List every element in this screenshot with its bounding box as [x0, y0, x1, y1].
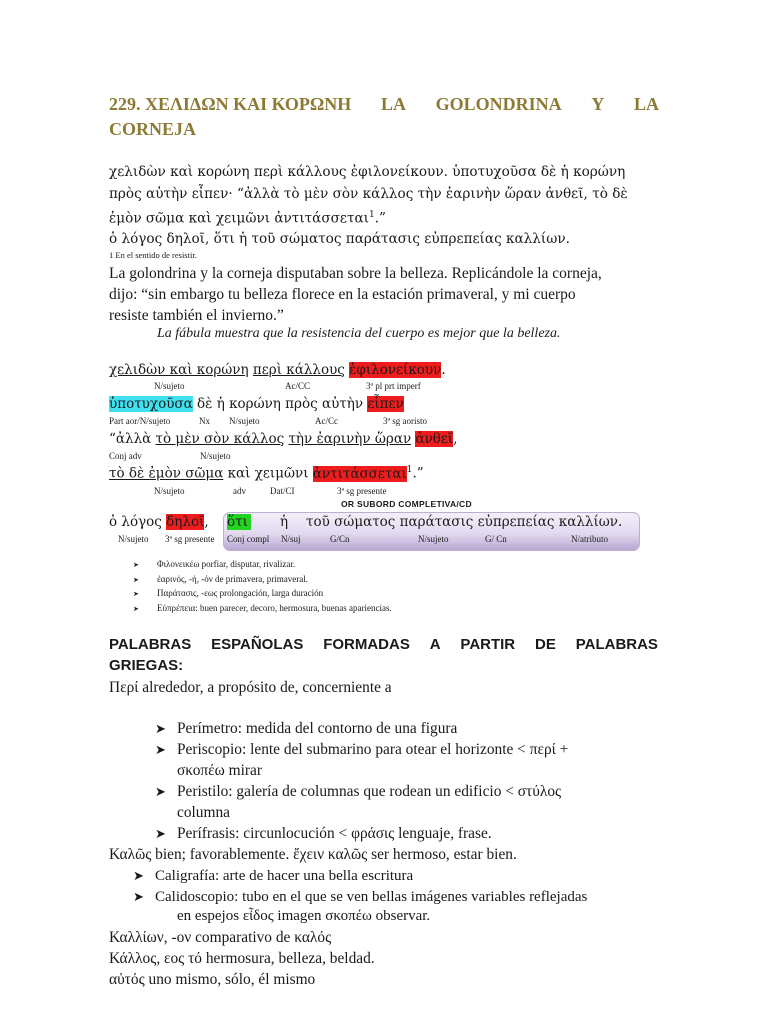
derivation-text: Calidoscopio: tubo en el que se ven bellas imágenes variables reflejadas	[155, 889, 588, 905]
bullet-arrow-icon: ➤	[155, 784, 166, 799]
analysis-subject: χελιδὼν καὶ κορώνη	[109, 362, 249, 378]
greek-text-fragment: .”	[374, 210, 387, 227]
peri-definition: Περί alrededor, a propósito de, concerniente a	[109, 679, 392, 696]
title-word: LA	[633, 94, 659, 114]
bullet-arrow-icon: ➤	[133, 561, 139, 569]
greek-text-line: ὁ λόγος δηλοῖ, ὅτι ἡ τοῦ σώματος παράτασις εὐπρεπείας καλλίων.	[109, 231, 570, 247]
vocab-text: Φιλονεικέω porfiar, disputar, rivalizar.	[157, 559, 296, 569]
footnote-ref: 1	[369, 210, 375, 220]
analysis-clause: τοῦ σώματος παράτασις εὐπρεπείας καλλίων.	[306, 514, 623, 530]
derivation-item	[133, 865, 413, 887]
heading-word: PARTIR	[460, 636, 516, 653]
derivation-text: Perímetro: medida del contorno de una figura	[177, 720, 458, 737]
grammar-label: N/suj	[281, 534, 301, 544]
vocab-item	[133, 587, 392, 602]
heading-word: FORMADAS	[323, 636, 410, 653]
vocab-list	[133, 558, 392, 616]
page-title	[109, 92, 659, 142]
bullet-arrow-icon: ➤	[133, 868, 144, 883]
heading-line2: GRIEGAS:	[109, 657, 184, 674]
analysis-sentence-4	[109, 465, 424, 482]
derivation-text: Perífrasis: circunlocución < φράσις lenguaje, frase.	[177, 825, 492, 842]
grammar-label: Conj adv	[109, 451, 142, 461]
heading-word: PALABRAS	[109, 636, 192, 653]
kalos-definition: Καλῶς bien; favorablemente. ἔχειν καλῶς ser hermoso, estar bien.	[109, 846, 517, 863]
bullet-arrow-icon: ➤	[133, 590, 139, 598]
analysis-sentence-2	[109, 396, 404, 412]
grammar-label: N/sujeto	[200, 451, 231, 461]
bullet-arrow-icon: ➤	[133, 575, 139, 584]
title-word: Y	[591, 94, 605, 114]
section-heading	[109, 634, 658, 676]
analysis-conj: ὅτι	[227, 514, 251, 530]
derivation-item	[155, 739, 568, 760]
analysis-text: καὶ χειμῶνι	[227, 465, 309, 482]
title-line2: CORNEJA	[109, 119, 197, 139]
greek-text-line: πρὸς αὐτὴν εἶπεν· “ἀλλὰ τὸ μὲν σὸν κάλλος τὴν ἐαρινὴν ὥραν ἀνθεῖ, τὸ δὲ	[109, 186, 628, 202]
greek-text-line	[109, 205, 658, 230]
bullet-arrow-icon: ➤	[133, 889, 144, 904]
punctuation: .	[441, 362, 446, 378]
grammar-label: 3ª pl prt imperf	[366, 381, 421, 391]
grammar-label: adv	[233, 486, 246, 496]
grammar-label: Nx	[199, 416, 210, 426]
heading-word: DE	[535, 636, 556, 653]
analysis-verb: εἶπεν	[367, 396, 404, 412]
bullet-arrow-icon: ➤	[155, 721, 166, 736]
vocab-item	[133, 558, 392, 573]
derivation-text: Caligrafía: arte de hacer una bella escritura	[155, 868, 414, 884]
analysis-sentence-5	[109, 514, 209, 530]
bullet-arrow-icon: ➤	[155, 742, 166, 757]
derivation-text-cont: columna	[177, 804, 230, 821]
footnote-ref: 1	[406, 465, 413, 475]
vocab-item	[133, 573, 392, 588]
analysis-conj-wrapper	[227, 514, 251, 530]
greek-text-line: χελιδὼν καὶ κορώνη περὶ κάλλους ἐφιλονείκουν. ὑποτυχοῦσα δὲ ἡ κορώνη	[109, 164, 626, 180]
derivation-text: Periscopio: lente del submarino para otear el horizonte < περί +	[177, 741, 569, 758]
vocab-text: Παράτασις, -εως prolongación, larga duración	[157, 588, 324, 598]
punctuation: .”	[412, 465, 424, 482]
grammar-label: G/Cn	[330, 534, 350, 544]
heading-word: ESPAÑOLAS	[211, 636, 304, 653]
autos-definition: αὐτός uno mismo, sólo, él mismo	[109, 971, 316, 988]
bullet-arrow-icon: ➤	[155, 826, 166, 841]
grammar-label: Ac/CC	[285, 381, 311, 391]
vocab-item	[133, 602, 392, 617]
derivation-text: Peristilo: galería de columnas que rodean un edificio < στύλος	[177, 783, 562, 800]
punctuation: ,	[204, 514, 209, 530]
moral-line: La fábula muestra que la resistencia del cuerpo es mejor que la belleza.	[157, 326, 561, 341]
grammar-label: 3ª sg presente	[165, 534, 215, 544]
footnote: 1 En el sentido de resistir.	[109, 250, 197, 260]
grammar-label: N/sujeto	[229, 416, 260, 426]
grammar-label: Conj compl	[227, 534, 270, 544]
analysis-verb: ἀνθεῖ	[415, 431, 454, 447]
analysis-article: ἡ	[280, 514, 289, 530]
punctuation: ,	[453, 431, 458, 447]
vocab-text: Εὐπρέπεια: buen parecer, decoro, hermosura, buenas apariencias.	[157, 602, 392, 613]
grammar-label: N/sujeto	[154, 486, 185, 496]
analysis-sentence-3	[109, 431, 458, 447]
grammar-label: N/sujeto	[118, 534, 149, 544]
grammar-label: Dat/CI	[270, 486, 295, 496]
grammar-label: G/ Cn	[485, 534, 507, 544]
analysis-verb: ἐφιλονείκουν	[349, 362, 442, 378]
analysis-complement: τὴν ἐαρινὴν ὥραν	[288, 431, 412, 447]
kallos-definition: Κάλλος, εος τό hermosura, belleza, beldad.	[109, 950, 375, 967]
heading-word: PALABRAS	[575, 636, 658, 653]
grammar-label: Ac/Cc	[315, 416, 338, 426]
analysis-subject: τὸ δὲ ἐμὸν σῶμα	[109, 465, 224, 482]
translation-line: La golondrina y la corneja disputaban sobre la belleza. Replicándole la corneja,	[109, 265, 602, 282]
derivation-item	[155, 781, 561, 802]
grammar-label: 3ª sg aoristo	[383, 416, 427, 426]
derivation-text-cont: σκοπέω mirar	[177, 762, 262, 779]
analysis-sentence-1	[109, 362, 446, 378]
derivation-item	[155, 823, 492, 844]
translation-line: resiste también el invierno.”	[109, 307, 284, 324]
bullet-arrow-icon: ➤	[133, 604, 139, 613]
title-greek: 229. ΧΕΛΙΔΩΝ ΚΑΙ ΚΟΡΩΝΗ	[109, 94, 352, 114]
analysis-complement: περὶ κάλλους	[252, 362, 345, 378]
derivation-item	[133, 886, 587, 908]
title-word: GOLONDRINA	[435, 94, 562, 114]
analysis-text: δὲ ἡ κορώνη πρὸς αὐτὴν	[197, 396, 364, 412]
title-word: LA	[380, 94, 406, 114]
greek-text-fragment: ἐμὸν σῶμα καὶ χειμῶνι ἀντιτάσσεται	[109, 210, 369, 227]
grammar-label: Part aor/N/sujeto	[109, 416, 171, 426]
analysis-verb: ἀντιτάσσεται	[312, 465, 407, 482]
subordinate-clause-label: OR SUBORD COMPLETIVA/CD	[341, 499, 472, 509]
grammar-label: N/sujeto	[418, 534, 449, 544]
derivation-text-cont: en espejos εἶδος imagen σκοπέω observar.	[177, 908, 431, 924]
analysis-verb: δηλοῖ	[166, 514, 205, 530]
grammar-label: N/atributo	[571, 534, 608, 544]
grammar-label: N/sujeto	[154, 381, 185, 391]
analysis-subject: τὸ μὲν σὸν κάλλος	[155, 431, 285, 447]
derivation-item	[155, 718, 457, 739]
grammar-label: 3ª sg presente	[337, 486, 387, 496]
analysis-conj: “ἀλλὰ	[109, 431, 152, 447]
translation-line: dijo: “sin embargo tu belleza florece en la estación primaveral, y mi cuerpo	[109, 286, 576, 303]
kallion-definition: Καλλίων, -ον comparativo de καλός	[109, 929, 332, 946]
analysis-participle: ὑποτυχοῦσα	[109, 396, 193, 412]
heading-word: A	[429, 636, 441, 653]
analysis-subject: ὁ λόγος	[109, 514, 162, 530]
vocab-text: ἐαρινός, -ή, -όν de primavera, primaveral.	[157, 573, 309, 584]
